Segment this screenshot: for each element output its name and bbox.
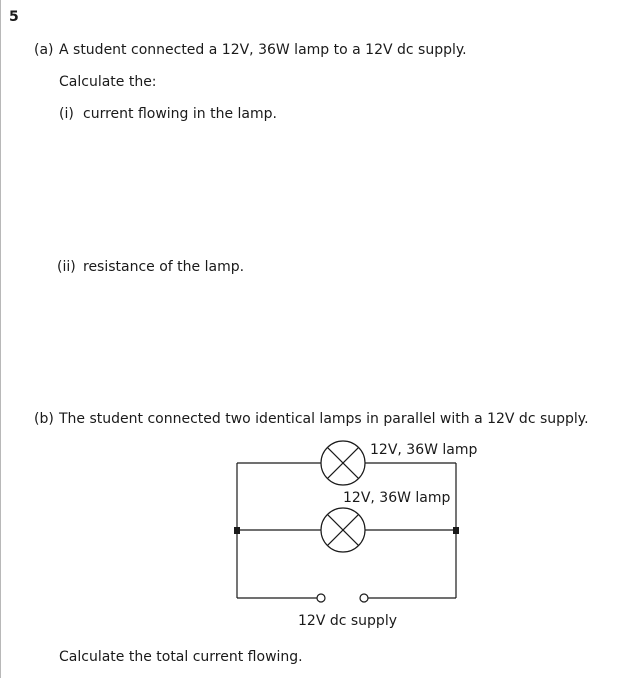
- sub-i-text: current flowing in the lamp.: [83, 106, 277, 122]
- sub-i-label: (i): [59, 106, 74, 122]
- junction-left: [234, 527, 240, 534]
- lamp-top-label: 12V, 36W lamp: [370, 442, 478, 458]
- supply-terminal-left-icon: [317, 594, 325, 602]
- supply-terminal-right-icon: [360, 594, 368, 602]
- part-b-instruction: Calculate the total current flowing.: [59, 649, 303, 665]
- part-a-text: A student connected a 12V, 36W lamp to a 12V dc supply.: [59, 42, 467, 58]
- lamp-bottom-label: 12V, 36W lamp: [343, 490, 451, 506]
- part-a-instruction: Calculate the:: [59, 74, 157, 90]
- sub-ii-label: (ii): [57, 259, 76, 275]
- question-number: 5: [9, 9, 19, 25]
- sub-ii-text: resistance of the lamp.: [83, 259, 245, 275]
- supply-label: 12V dc supply: [298, 613, 397, 629]
- lamp-top-icon: [321, 441, 365, 485]
- part-a-label: (a): [34, 42, 54, 58]
- part-b-label: (b): [34, 411, 54, 427]
- lamp-bottom-icon: [321, 508, 365, 552]
- junction-right: [453, 527, 459, 534]
- part-b-text: The student connected two identical lamps in parallel with a 12V dc supply.: [59, 411, 589, 427]
